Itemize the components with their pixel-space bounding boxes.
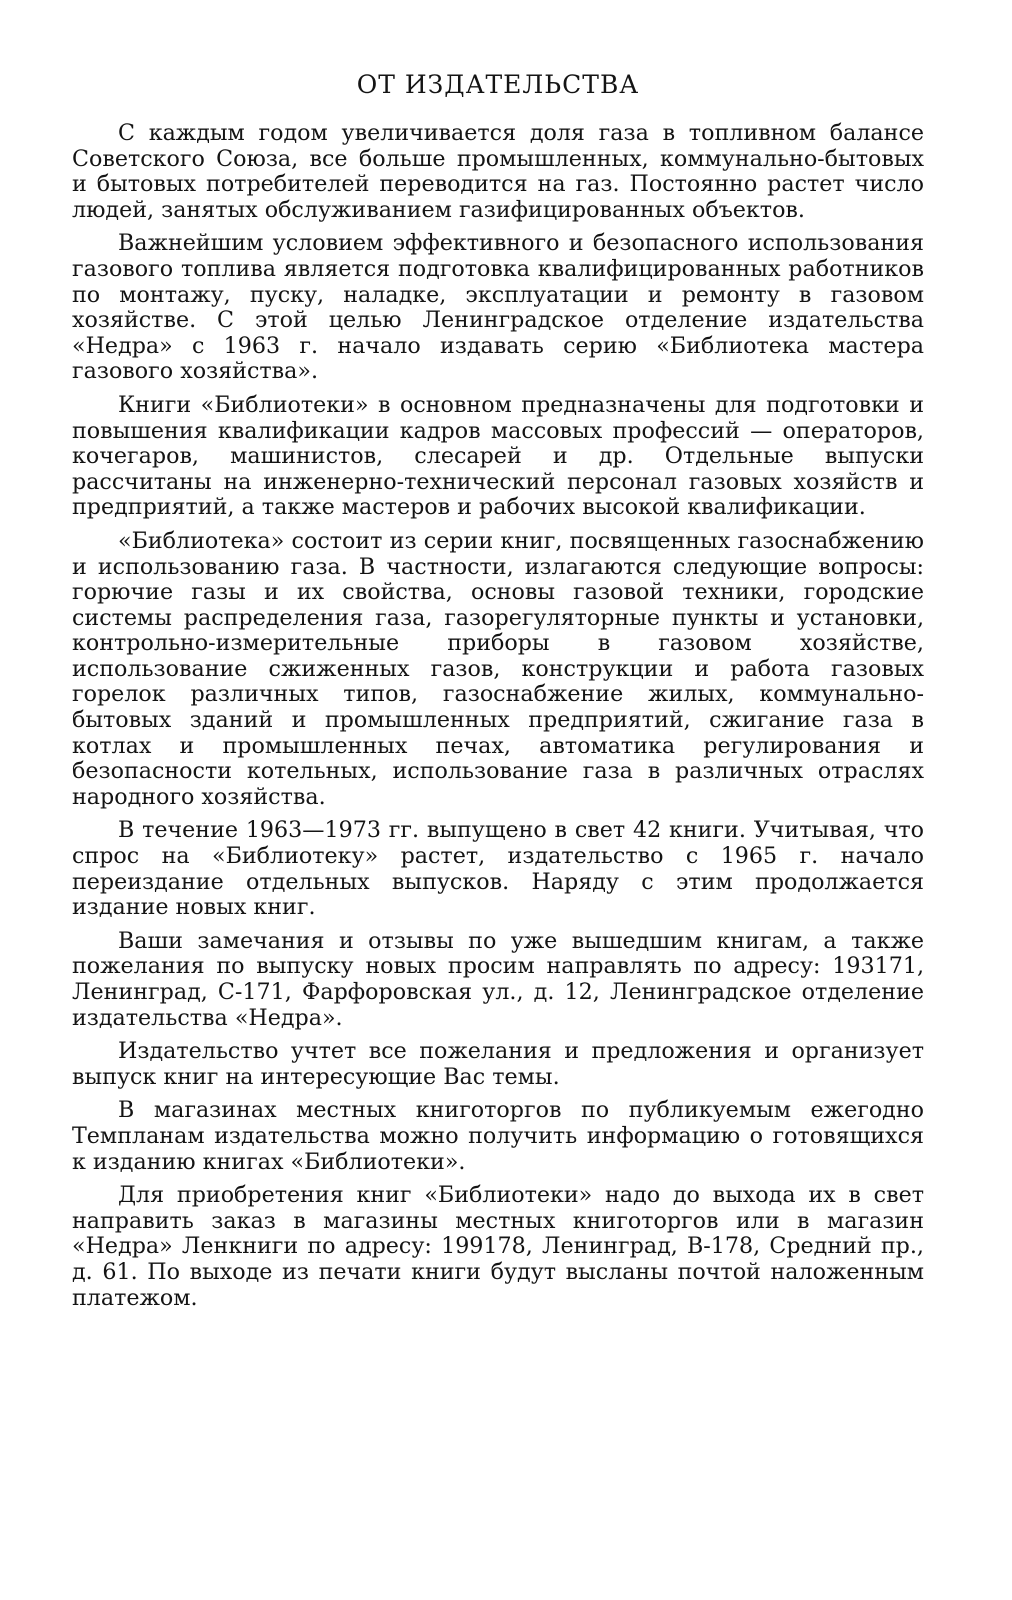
paragraph-8: В магазинах местных книготоргов по публикуемым ежегодно Темпланам издательства можно получить информацию о готовящихся к изданию книгах «Библиотеки». — [72, 1097, 924, 1175]
paragraph-5: В течение 1963—1973 гг. выпущено в свет 42 книги. Учитывая, что спрос на «Библиотеку» растет, издательство с 1965 г. начало переиздание отдельных выпусков. Наряду с этим продолжается издание новых книг. — [72, 817, 924, 921]
paragraph-6: Ваши замечания и отзывы по уже вышедшим книгам, а также пожелания по выпуску новых просим направлять по адресу: 193171, Ленинград, С-171, Фарфоровская ул., д. 12, Ленинградское отделение издательства «Недра». — [72, 927, 924, 1031]
page-title: ОТ ИЗДАТЕЛЬСТВА — [356, 70, 640, 99]
paragraph-2: Важнейшим условием эффективного и безопасного использования газового топлива является подготовка квалифицированных работников по монтажу, пуску, наладке, эксплуатации и ремонту в газовом хозяйстве. С этой целью Ленинградское отделение издательства «Недра» с 1963 г. начало издавать серию «Библиотека мастера газового хозяйства». — [72, 230, 924, 385]
document-page — [72, 70, 924, 1319]
paragraph-4: «Библиотека» состоит из серии книг, посвященных газоснабжению и использованию газа. В частности, излагаются следующие вопросы: горючие газы и их свойства, основы газовой техники, городские системы распределения газа, газорегуляторные пункты и установки, контрольно-измерительные приборы в газовом хозяйстве, использование сжиженных газов, конструкции и работа газовых горелок различных типов, газоснабжение жилых, коммунально-бытовых зданий и промышленных предприятий, сжигание газа в котлах и промышленных печах, автоматика регулирования и безопасности котельных, использование газа в различных отраслях народного хозяйства. — [72, 527, 924, 810]
paragraph-9: Для приобретения книг «Библиотеки» надо до выхода их в свет направить заказ в магазины местных книготоргов или в магазин «Недра» Ленкниги по адресу: 199178, Ленинград, В-178, Средний пр., д. 61. По выходе из печати книги будут высланы почтой наложенным платежом. — [72, 1182, 924, 1311]
paragraph-7: Издательство учтет все пожелания и предложения и организует выпуск книг на интересующие Вас темы. — [72, 1038, 924, 1090]
paragraph-3: Книги «Библиотеки» в основном предназначены для подготовки и повышения квалификации кадров массовых профессий — операторов, кочегаров, машинистов, слесарей и др. Отдельные выпуски рассчитаны на инженерно-технический персонал газовых хозяйств и предприятий, а также мастеров и рабочих высокой квалификации. — [72, 391, 924, 521]
paragraph-1: С каждым годом увеличивается доля газа в топливном балансе Советского Союза, все больше промышленных, коммунально-бытовых и бытовых потребителей переводится на газ. Постоянно растет число людей, занятых обслуживанием газифицированных объектов. — [72, 120, 924, 223]
